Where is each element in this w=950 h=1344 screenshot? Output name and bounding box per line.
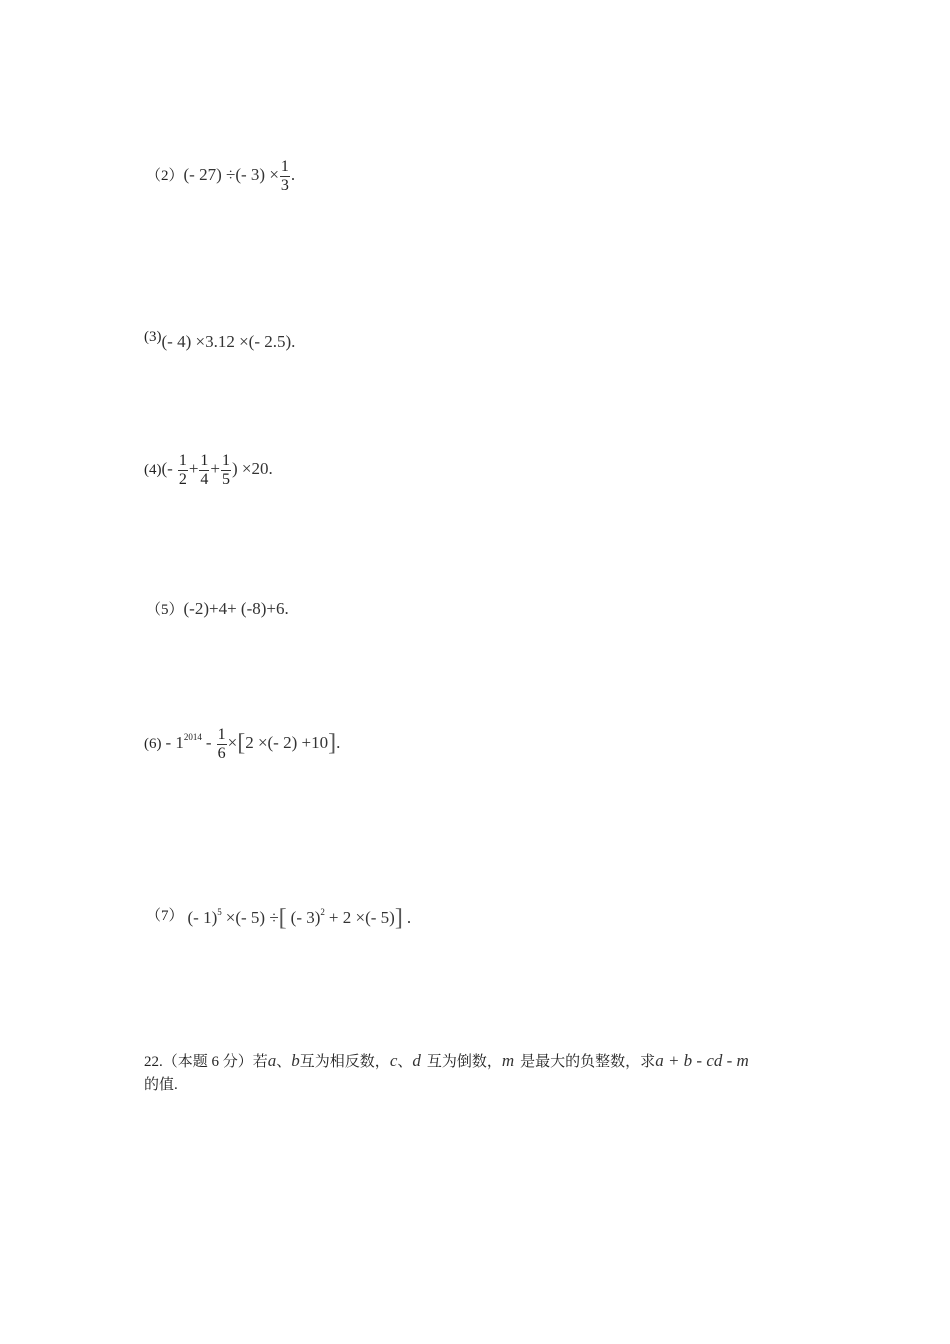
problem-2: （2）(- 27) ÷(- 3) × $\frac{1}{3}$ . xyxy=(146,158,296,194)
problem-5: （5）(-2)+4+ (-8)+6. xyxy=(146,599,289,618)
problem-6-fraction: $\frac{1}{6}$ xyxy=(217,726,226,762)
problem-7: （7） (- 1)$^5$ ×(- 5) ÷[ (- 3)$^2$ + 2 ×(- 5)] . xyxy=(146,905,412,931)
problem-6-label: (6) xyxy=(144,736,162,753)
problem-6-inner: 2 ×(- 2) +10 xyxy=(245,733,329,753)
problem-4-fraction-3: $\frac{1}{5}$ xyxy=(222,452,231,488)
problem-3-expression: (- 4) ×3.12 ×(- 2.5) xyxy=(161,332,292,351)
problem-5-label: （5） xyxy=(146,602,184,618)
problem-6: $(6) - 1^{2014}$ - $\frac{1}{6}$ ×[2 ×(- 2) +10]. xyxy=(144,726,341,762)
problem-4-fraction-2: $\frac{1}{4}$ xyxy=(200,452,209,488)
question-22-expression: a + b - cd - m xyxy=(655,1051,749,1070)
question-22: 22.（本题 6 分）若a、b互为相反数，c、d 互为倒数，m 是最大的负整数，求a + b - cd - m xyxy=(144,1051,749,1070)
problem-7-label: （7） xyxy=(146,908,184,924)
problem-2-label: （2） xyxy=(146,168,184,185)
question-22-line-2: 的值. xyxy=(144,1077,178,1093)
problem-4: (4)(- $\frac{1}{2}$ + $\frac{1}{4}$ + $\frac{1}{5}$ ) ×20. xyxy=(144,452,273,488)
problem-4-label: (4) xyxy=(144,462,162,479)
problem-5-expression: (-2)+4+ (-8)+6 xyxy=(183,599,285,618)
problem-3-label: (3) xyxy=(144,329,162,345)
problem-2-expression: (- 27) ÷(- 3) × xyxy=(183,165,279,185)
problem-2-fraction: $\frac{1}{3}$ xyxy=(280,158,289,194)
problem-4-fraction-1: $\frac{1}{2}$ xyxy=(178,452,187,488)
question-22-points: （本题 6 分） xyxy=(162,1054,253,1070)
problem-3: (3)(- 4) ×3.12 ×(- 2.5). xyxy=(144,329,296,351)
question-22-number: 22. xyxy=(144,1054,163,1070)
problem-6-exponent: 2014 xyxy=(183,732,202,743)
